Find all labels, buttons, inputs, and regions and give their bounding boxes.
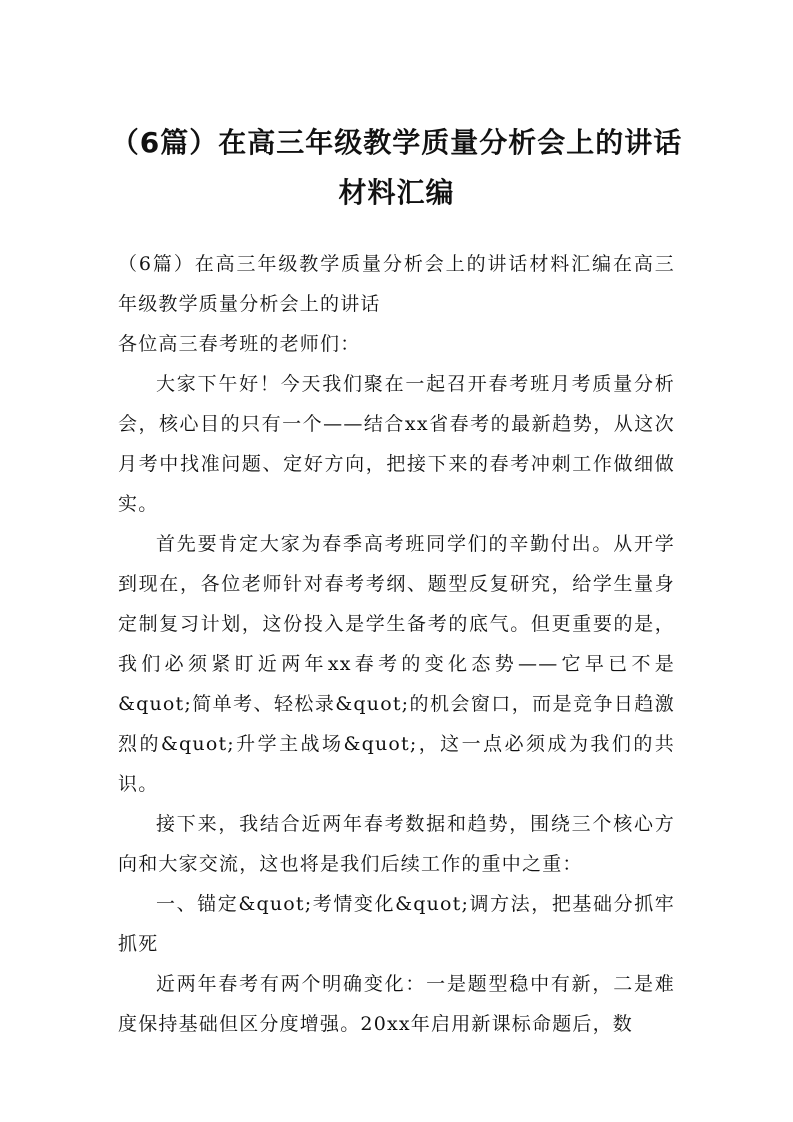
section-heading-1: 一、锚定&quot;考情变化&quot;调方法，把基础分抓牢抓死 — [118, 893, 675, 955]
paragraph-section-1: 近两年春考有两个明确变化：一是题型稳中有新，二是难度保持基础但区分度增强。20xx年启用新课标命题后，数 — [118, 973, 675, 1035]
paragraph-transition: 接下来，我结合近两年春考数据和趋势，围绕三个核心方向和大家交流，这也将是我们后续工作的重中之重： — [118, 813, 675, 875]
paragraph-acknowledgement: 首先要肯定大家为春季高考班同学们的辛勤付出。从开学到现在，各位老师针对春考考纲、题型反复研究，给学生量身定制复习计划，这份投入是学生备考的底气。但更重要的是，我们必须紧盯近两年xx春考的变化态势——它早已不是&quot;简单考、轻松录&quot;的机会窗口，而是竞争日趋激烈的&quot;升学主战场&quot;，这一点必须成为我们的共识。 — [118, 533, 675, 795]
document-body — [118, 244, 675, 1044]
paragraph-intro: （6篇）在高三年级教学质量分析会上的讲话材料汇编在高三年级教学质量分析会上的讲话 — [118, 253, 675, 315]
document-title: （6篇）在高三年级教学质量分析会上的讲话材料汇编 — [110, 126, 683, 209]
paragraph-salutation: 各位高三春考班的老师们： — [118, 333, 361, 355]
paragraph-greeting: 大家下午好！今天我们聚在一起召开春考班月考质量分析会，核心目的只有一个——结合xx省春考的最新趋势，从这次月考中找准问题、定好方向，把接下来的春考冲刺工作做细做实。 — [118, 373, 675, 515]
